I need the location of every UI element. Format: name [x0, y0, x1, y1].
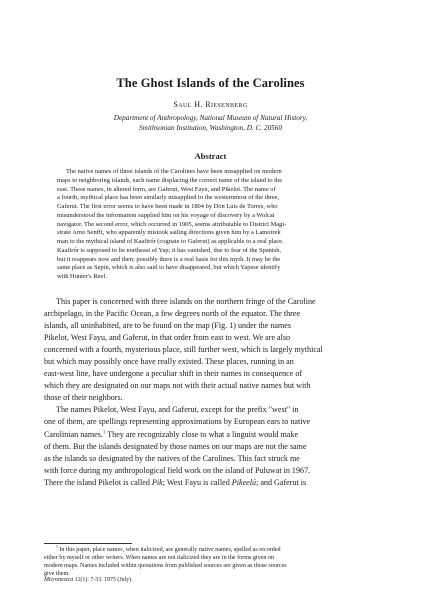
abstract-line: with Hunter's Reef. [57, 273, 107, 280]
body-text-span: There the island Pikelot is called [44, 477, 152, 487]
footnote-divider [44, 543, 132, 544]
body-text-span: They are recognizably close to what a linguist would make [107, 429, 299, 439]
body-line: but which may possibly once have really existed. These places, running in an [44, 357, 294, 367]
body-line: Pikelot, West Fayu, and Gaferut, in that order from east to west. We are also [44, 333, 291, 343]
footnote-line: give them. [44, 571, 70, 577]
abstract-line: maps to neighboring islands, each name displacing the correct name of the island to the [57, 176, 283, 184]
affiliation-line-1: Department of Anthropology, National Museum of Natural History, [113, 114, 308, 122]
article-title: The Ghost Islands of the Carolines [116, 76, 305, 90]
abstract-line: but it reappears now and then; possibly there is a real basis for this myth. It may be the [57, 255, 281, 263]
body-line [44, 477, 379, 489]
author-name-text: Saul H. Riesenberg [173, 100, 248, 109]
footnote-line: modern maps. Names included within quotations from published sources are given as those sources [44, 563, 287, 569]
body-line: This paper is concerned with three islands on the northern fringe of the Caroline [56, 297, 316, 306]
affiliation-line-2: Smithsonian Institution, Washington, D. C. 20560 [139, 124, 282, 132]
author-name [0, 100, 421, 109]
native-name-pikeelu: Pikeelú [231, 477, 257, 487]
abstract-line: misunderstood the information supplied him on his voyage of discovery by a Wolcai [57, 211, 275, 219]
body-line: east-west line, have undergone a peculiar shift in their names in consequence of [44, 369, 303, 379]
journal-issue: 11(1): 7-33. 1975 (July). [74, 577, 133, 583]
abstract-line: navigator. The second error, which occurred in 1905, seems attributable to District Magi- [57, 220, 287, 228]
body-text-span: ; West Fayu is called [162, 477, 232, 487]
abstract-text [57, 168, 365, 282]
footnote-marker: 1 [56, 544, 58, 549]
body-line: with force during my anthropological field work on the island of Puluwat in 1967. [44, 465, 311, 475]
body-line [44, 429, 379, 441]
body-line: those of their neighbors. [44, 393, 123, 403]
abstract-line: same place as Sepin, which is also said to have disappeared, but which Yapese identify [57, 264, 281, 272]
footnote-text: In this paper, place names, when italicized, are generally native names, spelled as recorded [59, 547, 281, 553]
body-line: of them. But the islands designated by those names on our maps are not the same [44, 441, 307, 451]
body-line: archipelago, in the Pacific Ocean, a few degrees north of the equator. The three [44, 309, 301, 319]
abstract-line: strate Arno Senfft, who apparently mistook sailing directions given him by a Lamotrek [57, 229, 281, 237]
journal-name: Micronesica [44, 577, 74, 583]
abstract-line: a fourth, mythical place has been similarly misapplied to the westernmost of the three, [57, 194, 280, 202]
abstract-heading: Abstract [194, 151, 227, 161]
body-text [44, 296, 379, 489]
journal-citation [44, 577, 133, 583]
footnote [44, 546, 379, 578]
body-text-span: ; and Gaferut is [256, 477, 307, 487]
body-line: The names Pikelot, West Fayu, and Gaferut, except for the prefix "west" in [56, 405, 299, 415]
body-line: which they are designated on our maps not with their actual native names but with [44, 381, 311, 391]
native-name-pik: Pik [151, 477, 163, 487]
abstract-line: Gaferut. The first error seems to have been made in 1804 by Don Luis de Torres, who [57, 203, 278, 210]
body-text-span: Carolinian names. [44, 429, 103, 439]
abstract-line: Kaafirór is supposed to lie northeast of Yap; it has vanished, due to fear of the Spanish, [57, 246, 282, 254]
abstract-line: The native names of three islands of the Carolines have been misapplied on modern [66, 168, 282, 175]
author-affiliation [0, 113, 421, 133]
body-line: one of them, are spellings representing approximations by European ears to native [44, 417, 311, 427]
footnote-line: either by myself or other writers. When names are not italicized they are in the forms given on [44, 555, 275, 561]
abstract-line: east. These names, in altered form, are Gaferut, West Fayu, and Pikelot. The name of [57, 185, 276, 193]
footnote-ref: 1 [102, 429, 106, 435]
body-line: as the islands so designated by the natives of the Carolines. This fact struck me [44, 453, 300, 463]
abstract-line: man to the mythical island of Kaafirór (cognate to Gaferut) as applicable to a real place. [57, 238, 284, 245]
footnote-line [44, 546, 379, 554]
body-line: islands, all uninhabited, are to be found on the map (Fig. 1) under the names [44, 321, 292, 331]
body-line: concerned with a fourth, mysterious place, still further west, which is largely mythical [44, 345, 323, 355]
